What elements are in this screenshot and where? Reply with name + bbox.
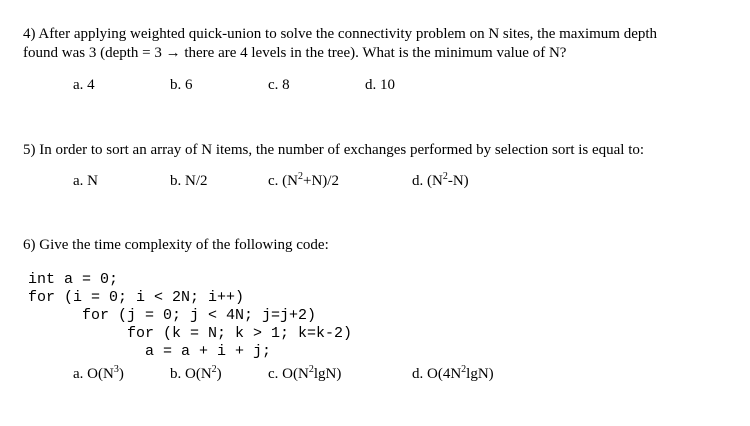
question-5-text: 5) In order to sort an array of N items, the number of exchanges performed by selection sort is equal to: [23, 142, 645, 158]
q6-option-a [73, 366, 124, 383]
question-6-text: 6) Give the time complexity of the following code: [23, 237, 329, 253]
q6-option-c-sup: 2 [308, 364, 314, 375]
q5-option-c [268, 173, 339, 190]
q6-option-d-sup: 2 [461, 364, 467, 375]
q5-option-a: a. N [73, 173, 98, 189]
q6-option-b-sup: 2 [211, 364, 217, 375]
code-line: a = a + i + j; [28, 343, 272, 360]
code-block [28, 253, 352, 379]
q6-option-c [268, 366, 341, 383]
q4-option-c: c. 8 [268, 77, 290, 93]
q6-option-b [170, 366, 222, 383]
q6-option-d-pre: d. O(4N [412, 366, 462, 382]
q6-option-d [412, 366, 494, 383]
q6-option-c-post: lgN) [313, 366, 342, 382]
q5-option-d-post: -N) [447, 173, 469, 189]
q6-option-b-pre: b. O(N [170, 366, 212, 382]
question-4-line-2: found was 3 (depth = 3 → there are 4 levels in the tree). What is the minimum value of N? [23, 45, 567, 61]
q4-option-d: d. 10 [365, 77, 395, 93]
q6-option-b-post: ) [216, 366, 222, 382]
q4-option-b: b. 6 [170, 77, 193, 93]
code-line: for (i = 0; i < 2N; i++) [28, 289, 245, 306]
q6-option-d-post: lgN) [466, 366, 494, 382]
q5-option-b: b. N/2 [170, 173, 208, 189]
code-line: for (j = 0; j < 4N; j=j+2) [28, 307, 317, 324]
q5-option-d-sup: 2 [442, 171, 448, 182]
q5-option-d-pre: d. (N [412, 173, 443, 189]
q5-option-c-sup: 2 [298, 171, 303, 182]
q6-option-a-pre: a. O(N [73, 366, 114, 382]
q6-option-c-pre: c. O(N [268, 366, 309, 382]
code-line: for (k = N; k > 1; k=k-2) [28, 325, 353, 342]
code-line: int a = 0; [28, 271, 119, 288]
q4-option-a: a. 4 [73, 77, 95, 93]
q5-option-c-pre: c. (N [268, 173, 298, 189]
q5-option-d [412, 173, 469, 190]
q6-option-a-post: ) [118, 366, 124, 382]
question-4-line-1: 4) After applying weighted quick-union to solve the connectivity problem on N sites, the maximum depth [23, 26, 658, 42]
q6-option-a-sup: 3 [113, 364, 119, 375]
q5-option-c-post: +N)/2 [303, 173, 339, 189]
